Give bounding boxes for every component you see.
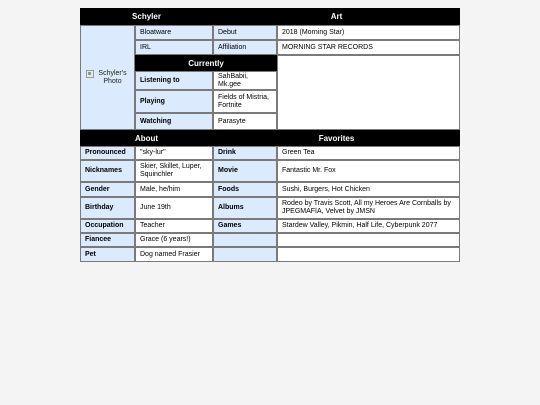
top-row-sub-value: 2018 (Morning Star) — [277, 25, 460, 40]
about-value: "sky-lur" — [135, 146, 213, 160]
art-empty-cell — [277, 55, 460, 130]
about-value: Skier, Skillet, Luper, Squinchler — [135, 160, 213, 182]
favorite-value: Stardew Valley, Pikmin, Half Life, Cyberpunk 2077 — [277, 219, 460, 233]
currently-value: SahBabii, Mk.gee — [213, 71, 277, 90]
photo-cell — [80, 25, 135, 130]
about-label: Occupation — [80, 219, 135, 233]
top-row-key: Bloatware — [135, 25, 213, 40]
favorite-value: Rodeo by Travis Scott, All my Heroes Are Cornballs by JPEGMAFIA, Velvet by JMSN — [277, 197, 460, 219]
broken-image-icon — [86, 70, 94, 78]
favorite-label: Movie — [213, 160, 277, 182]
currently-label: Watching — [135, 113, 213, 130]
profile-photo — [86, 70, 130, 86]
about-label: Pet — [80, 247, 135, 262]
about-value: Grace (6 years!) — [135, 233, 213, 247]
name-header: Schyler — [80, 8, 213, 25]
about-value: Male, he/him — [135, 182, 213, 197]
favorite-value: Green Tea — [277, 146, 460, 160]
currently-label: Listening to — [135, 71, 213, 90]
currently-label: Playing — [135, 90, 213, 113]
favorite-label: Drink — [213, 146, 277, 160]
favorite-label: Albums — [213, 197, 277, 219]
favorite-value: Fantastic Mr. Fox — [277, 160, 460, 182]
art-header: Art — [213, 8, 460, 25]
about-value: Dog named Frasier — [135, 247, 213, 262]
about-label: Birthday — [80, 197, 135, 219]
about-label: Fiancee — [80, 233, 135, 247]
photo-alt-text: Schyler's Photo — [98, 69, 127, 85]
favorites-header: Favorites — [213, 130, 460, 146]
about-value: Teacher — [135, 219, 213, 233]
about-header: About — [80, 130, 213, 146]
profile-sheet — [80, 8, 460, 262]
top-row-sub-label: Affiliation — [213, 40, 277, 55]
top-block — [135, 25, 460, 130]
top-row-key: IRL — [135, 40, 213, 55]
favorite-label — [213, 247, 277, 262]
favorite-label: Games — [213, 219, 277, 233]
favorite-value — [277, 247, 460, 262]
currently-value: Parasyte — [213, 113, 277, 130]
top-row-sub-label: Debut — [213, 25, 277, 40]
favorite-value — [277, 233, 460, 247]
currently-value: Fields of Mistria, Fortnite — [213, 90, 277, 113]
about-value: June 19th — [135, 197, 213, 219]
favorite-label — [213, 233, 277, 247]
about-label: Pronounced — [80, 146, 135, 160]
currently-header: Currently — [135, 55, 277, 71]
about-label: Nicknames — [80, 160, 135, 182]
top-row-sub-value: MORNING STAR RECORDS — [277, 40, 460, 55]
favorite-label: Foods — [213, 182, 277, 197]
favorite-value: Sushi, Burgers, Hot Chicken — [277, 182, 460, 197]
about-label: Gender — [80, 182, 135, 197]
